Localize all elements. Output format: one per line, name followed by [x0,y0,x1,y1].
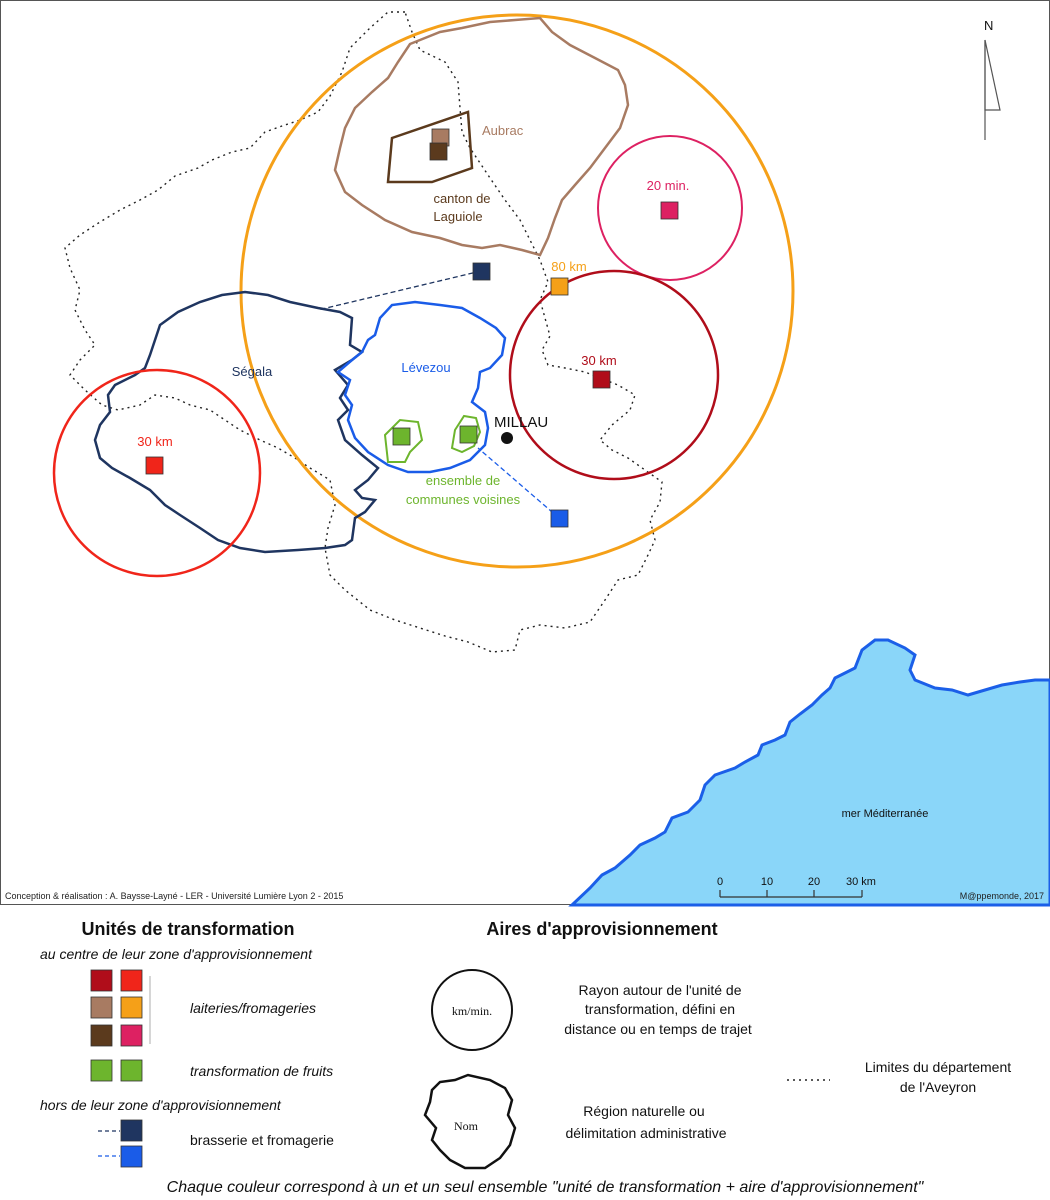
unit-square-green-west [393,428,410,445]
legend-radius-desc-line3: distance ou en temps de trajet [564,1021,752,1037]
legend-swatch-green-1 [91,1060,112,1081]
legend-dept-desc-line1: Limites du département [864,1059,1012,1075]
north-label: N [984,18,994,33]
millau-label: MILLAU [494,414,549,431]
legend-swatch-navy [121,1120,142,1141]
scale-tick-30: 30 km [846,876,876,888]
unit-square-brown [430,143,447,160]
credit-left: Conception & réalisation : A. Baysse-Layné - LER - Université Lumière Lyon 2 - 2015 [5,891,344,901]
scale-tick-20: 20 [807,876,821,888]
sea-label: mer Méditerranée [841,808,929,820]
legend-dept-desc-line2: de l'Aveyron [899,1079,977,1095]
legend-units-outside-subtitle: hors de leur zone d'approvisionnement [40,1097,281,1113]
legend-radius-desc-line1: Rayon autour de l'unité de [578,982,742,998]
segala-label: Ségala [231,364,273,379]
legend-region-desc-line1: Région naturelle ou [583,1103,705,1119]
canton-label-line1: canton de [433,191,491,206]
legend-units-centered-subtitle: au centre de leur zone d'approvisionnement [40,946,312,962]
legend-swatch-blue [121,1146,142,1167]
legend-brewery-label: brasserie et fromagerie [190,1132,334,1148]
radius-20min-label: 20 min. [646,178,690,193]
radius-30km-east-label: 30 km [581,353,617,368]
canton-label-line2: Laguiole [433,209,483,224]
legend-swatch-dark-red [91,970,112,991]
unit-square-orange [551,278,568,295]
aubrac-label: Aubrac [482,123,524,138]
unit-square-dark-red [593,371,610,388]
legend-region-symbol-text: Nom [454,1119,478,1133]
scale-tick-10: 10 [760,876,774,888]
legend-dairy-label: laiteries/fromageries [190,1000,317,1016]
legend-swatch-brown [91,1025,112,1046]
unit-square-navy [473,263,490,280]
legend [40,919,1011,1196]
scale-tick-0: 0 [716,876,724,888]
legend-swatch-green-2 [121,1060,142,1081]
radius-30km-west-label: 30 km [137,434,173,449]
legend-swatch-pink [121,1025,142,1046]
levezou-label: Lévezou [401,360,451,375]
communes-label-line2: communes voisines [405,492,521,507]
legend-swatch-orange [121,997,142,1018]
unit-square-green-east [460,426,477,443]
unit-square-red [146,457,163,474]
communes-label-line1: ensemble de [425,473,501,488]
legend-region-desc-line2: délimitation administrative [565,1125,727,1141]
legend-radius-desc-line2: transformation, défini en [584,1001,736,1017]
legend-radius-symbol-text: km/min. [451,1004,493,1018]
millau-point [501,432,513,444]
legend-areas-title: Aires d'approvisionnement [486,919,718,939]
unit-square-pink [661,202,678,219]
unit-square-blue [551,510,568,527]
legend-swatch-tan [91,997,112,1018]
radius-80km-label: 80 km [551,259,587,274]
legend-units-title: Unités de transformation [81,919,295,939]
legend-footer-note: Chaque couleur correspond à un et un seul ensemble "unité de transformation + aire d'approvisionnement" [166,1179,924,1196]
credit-right: M@ppemonde, 2017 [959,891,1044,901]
legend-fruit-label: transformation de fruits [190,1063,334,1079]
legend-swatch-red [121,970,142,991]
